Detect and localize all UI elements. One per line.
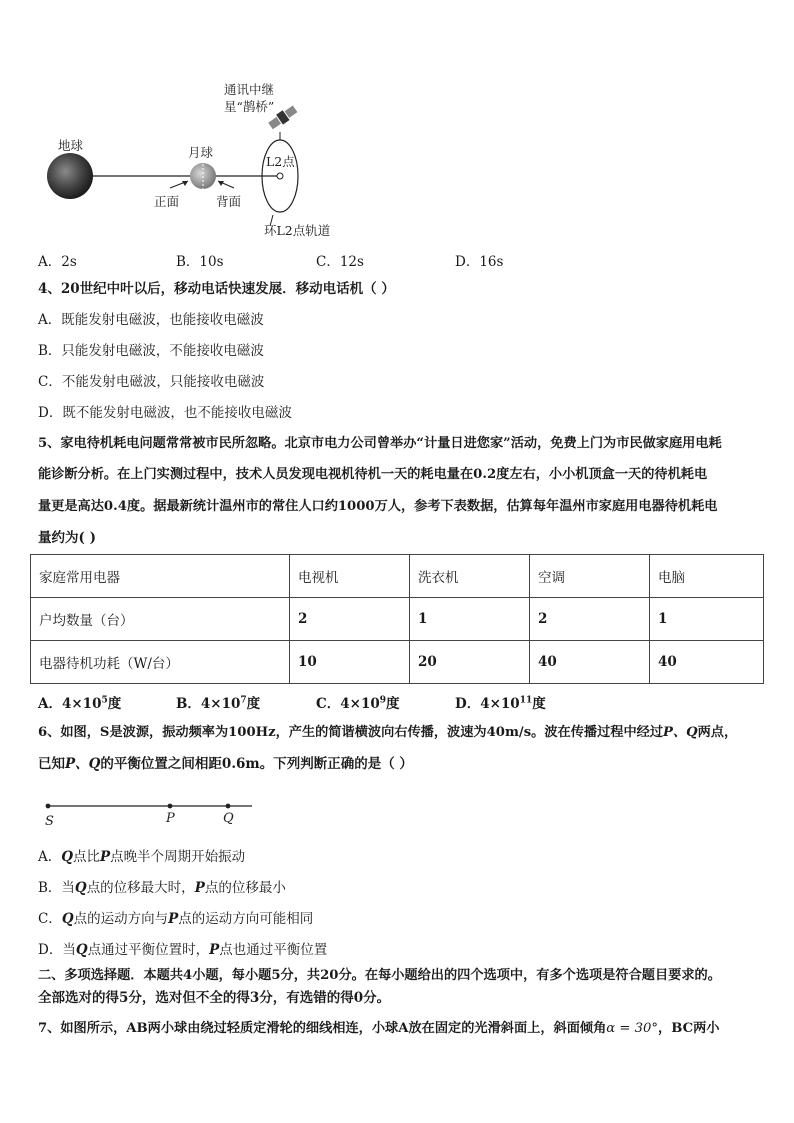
satellite-label-line2: 星“鹊桥” — [224, 99, 275, 114]
l2-orbit-label: 环L2点轨道 — [264, 223, 331, 238]
q6-option-a: A．Q点比P点晚半个周期开始振动 — [38, 849, 246, 865]
table-cell: 电脑 — [650, 555, 764, 598]
q3-option-c: C．12s — [316, 254, 364, 270]
earth-label: 地球 — [58, 138, 84, 153]
q5-stem-line2: 能诊断分析。在上门实测过程中，技术人员发现电视机待机一天的耗电量在0.2度左右，小小机顶盒一天的待机耗电 — [38, 467, 708, 482]
table-cell: 空调 — [530, 555, 650, 598]
point-q-dot — [226, 804, 231, 809]
table-row — [31, 641, 764, 684]
q5-option-b: B．$4\times 10^7$度 — [176, 695, 261, 712]
q5-stem-line4: 量约为( ) — [38, 530, 96, 546]
earth-icon — [47, 153, 93, 199]
table-cell: 家庭常用电器 — [31, 555, 290, 598]
q4-option-d: D．既不能发射电磁波，也不能接收电磁波 — [38, 405, 292, 421]
table-cell: 20 — [410, 641, 530, 684]
q6-option-c: C．Q点的运动方向与P点的运动方向可能相同 — [38, 911, 314, 927]
q4-option-c: C．不能发射电磁波，只能接收电磁波 — [38, 374, 265, 390]
satellite-label-line1: 通讯中继 — [224, 82, 275, 97]
q5-option-a: A．$4\times 10^5$度 — [38, 695, 122, 712]
q5-stem-line3: 量更是高达0.4度。据最新统计温州市的常住人口约1000万人，参考下表数据，估算每年温州市家庭用电器待机耗电 — [38, 499, 718, 514]
point-p-dot — [168, 804, 173, 809]
angle-formula: α = 30° — [606, 1021, 659, 1036]
l2-point-marker — [277, 173, 283, 179]
q6-stem-line1: 6、如图，S是波源，振动频率为100Hz，产生的简谐横波向右传播，波速为40m/s。波在传播过程中经过P、Q两点， — [38, 725, 738, 740]
table-cell: 1 — [650, 598, 764, 641]
section2-heading-line2: 全部选对的得5分，选对但不全的得3分，有选错的得0分。 — [38, 990, 391, 1006]
point-q-label: Q — [223, 811, 234, 826]
q4-option-a: A．既能发射电磁波，也能接收电磁波 — [38, 312, 264, 328]
table-cell: 40 — [650, 641, 764, 684]
l2-label: L2点 — [266, 154, 295, 169]
appliance-standby-table — [30, 554, 764, 684]
q3-option-a: A．2s — [38, 254, 77, 270]
table-cell: 电视机 — [290, 555, 410, 598]
table-cell: 40 — [530, 641, 650, 684]
q4-stem: 4、20世纪中叶以后，移动电话快速发展．移动电话机（ ） — [38, 281, 395, 297]
q4-option-b: B．只能发射电磁波，不能接收电磁波 — [38, 343, 264, 359]
table-header-row — [31, 555, 764, 598]
q5-option-d: D．$4\times 10^{11}$度 — [455, 695, 546, 712]
moon-label: 月球 — [188, 145, 214, 160]
q6-option-b: B．当Q点的位移最大时，P点的位移最小 — [38, 880, 286, 896]
table-row — [31, 598, 764, 641]
q5-option-c: C．$4\times 10^9$度 — [316, 695, 400, 712]
q7-stem-line1: 7、如图所示，AB两小球由绕过轻质定滑轮的细线相连，小球A放在固定的光滑斜面上，斜面倾角α = 30°，BC两小 — [38, 1021, 720, 1036]
q6-stem-line2: 已知P、Q的平衡位置之间相距0.6m。下列判断正确的是（ ） — [38, 756, 413, 772]
table-cell: 洗衣机 — [410, 555, 530, 598]
table-cell: 10 — [290, 641, 410, 684]
q3-option-b: B．10s — [176, 254, 224, 270]
table-cell: 户均数量（台） — [31, 598, 290, 641]
table-cell: 电器待机功耗（W/台） — [31, 641, 290, 684]
point-p-label: P — [166, 811, 175, 826]
point-s-dot — [46, 804, 51, 809]
q3-option-d: D．16s — [455, 254, 504, 270]
point-s-label: S — [45, 814, 54, 829]
q6-option-d: D．当Q点通过平衡位置时，P点也通过平衡位置 — [38, 942, 328, 958]
front-side-label: 正面 — [154, 194, 180, 209]
table-cell: 2 — [290, 598, 410, 641]
table-cell: 1 — [410, 598, 530, 641]
back-side-label: 背面 — [216, 194, 242, 209]
section2-heading-line1: 二、多项选择题．本题共4小题，每小题5分，共20分。在每小题给出的四个选项中，有多个选项是符合题目要求的。 — [38, 968, 721, 983]
q5-stem-line1: 5、家电待机耗电问题常常被市民所忽略。北京市电力公司曾举办“计量日进您家”活动，免费上门为市民做家庭用电耗 — [38, 436, 722, 451]
table-cell: 2 — [530, 598, 650, 641]
